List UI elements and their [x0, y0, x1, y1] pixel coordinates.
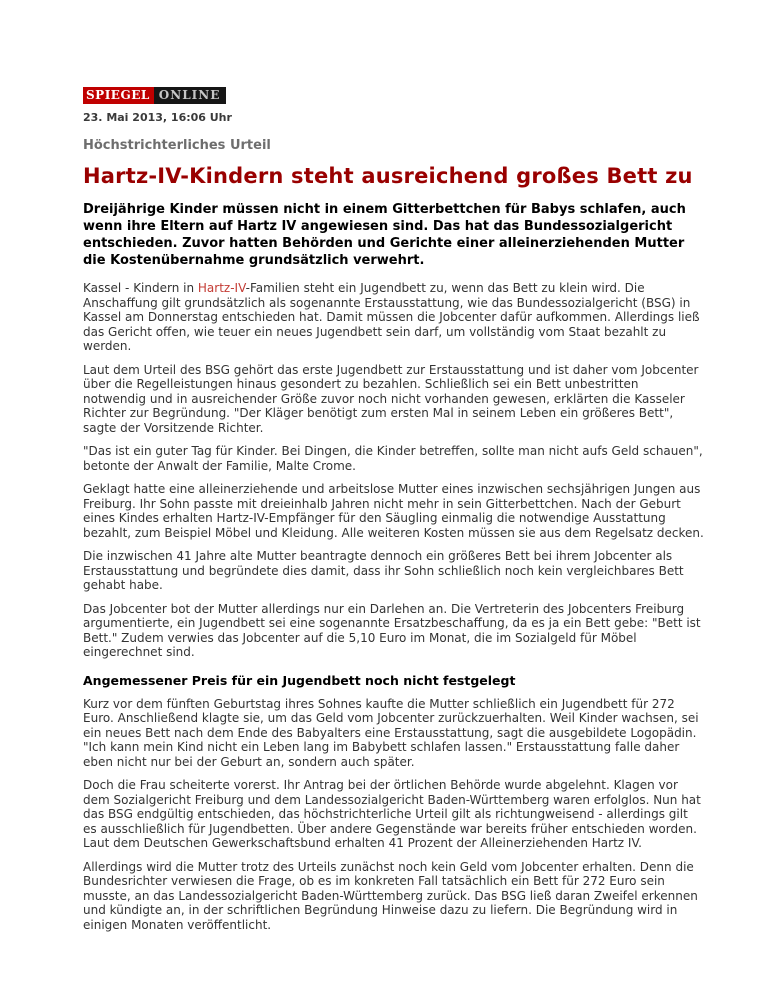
- spiegel-online-logo[interactable]: [83, 87, 226, 104]
- article-page: [83, 0, 705, 932]
- online-logo-wordmark: ONLINE: [154, 87, 227, 104]
- article-subheading: Angemessener Preis für ein Jugendbett noch nicht festgelegt: [83, 672, 516, 688]
- article-paragraph: Die inzwischen 41 Jahre alte Mutter beantragte dennoch ein größeres Bett bei ihrem Jobcenter als Erstausstattung und begründete dies damit, dass ihr Sohn schließlich noch kein vergleichbares Bett gehabt habe.: [83, 549, 684, 592]
- article-paragraph: Geklagt hatte eine alleinerziehende und arbeitslose Mutter eines inzwischen sechsjährigen Jungen aus Freiburg. Ihr Sohn passte mit dreieinhalb Jahren nicht mehr in sein Gitterbettchen. Nach der Geburt eines Kindes erhalten Hartz-IV-Empfänger für den Säugling einmalig die notwendige Ausstattung bezahlt, zum Beispiel Möbel und Kleidung. Alle weiteren Kosten müssen sie aus dem Regelsatz decken.: [83, 482, 704, 540]
- article-paragraph: Allerdings wird die Mutter trotz des Urteils zunächst noch kein Geld vom Jobcenter erhalten. Denn die Bundesrichter verwiesen die Frage, ob es im konkreten Fall tatsächlich ein Bett für 272 Euro sein musste, an das Landessozialgericht Baden-Württemberg zurück. Das BSG ließ daran Zweifel erkennen und kündigte an, in der schriftlichen Begründung Hinweise dazu zu liefern. Die Begründung wird in einigen Monaten veröffentlicht.: [83, 859, 698, 932]
- article-kicker: Höchstrichterliches Urteil: [83, 138, 271, 153]
- article-paragraph: "Das ist ein guter Tag für Kinder. Bei Dingen, die Kinder betreffen, sollte man nicht aufs Geld schauen", betonte der Anwalt der Familie, Malte Crome.: [83, 444, 703, 473]
- article-intro: Dreijährige Kinder müssen nicht in einem Gitterbettchen für Babys schlafen, auch wenn ihre Eltern auf Hartz IV angewiesen sind. Das hat das Bundessozialgericht entschieden. Zuvor hatten Behörden und Gerichte einer alleinerziehenden Mutter die Kostenübernahme grundsätzlich verwehrt.: [83, 202, 686, 268]
- article-paragraph: Kurz vor dem fünften Geburtstag ihres Sohnes kaufte die Mutter schließlich ein Jugendbett für 272 Euro. Anschließend klagte sie, um das Geld vom Jobcenter zurückzuerhalten. Weil Kinder wachsen, sei ein neues Bett nach dem Ende des Babyalters eine Erstausstattung, sagt die ausgebildete Logopädin. "Ich kann mein Kind nicht ein Leben lang im Babybett schlafen lassen." Erstausstattung falle daher eben nicht nur bei der Geburt an, sondern auch später.: [83, 696, 699, 769]
- spiegel-logo-wordmark: SPIEGEL: [83, 87, 154, 104]
- article-paragraph: Laut dem Urteil des BSG gehört das erste Jugendbett zur Erstausstattung und ist daher vom Jobcenter über die Regelleistungen hinaus gesondert zu bezahlen. Schließlich sei ein Bett unbestritten notwendig und in ausreichender Größe zuvor noch nicht vorhanden gewesen, erklärten die Kasseler Richter zur Begründung. "Der Kläger benötigt zum ersten Mal in seinem Leben ein größeres Bett", sagte der Vorsitzende Richter.: [83, 362, 699, 435]
- article-paragraph: Das Jobcenter bot der Mutter allerdings nur ein Darlehen an. Die Vertreterin des Jobcenters Freiburg argumentierte, ein Jugendbett sei eine sogenannte Ersatzbeschaffung, da es ja ein Bett gebe: "Bett ist Bett." Zudem verwies das Jobcenter auf die 5,10 Euro im Monat, die im Sozialgeld für Möbel eingerechnet sind.: [83, 601, 701, 659]
- hartz-iv-link[interactable]: Hartz-IV: [197, 281, 246, 295]
- article-date: 23. Mai 2013, 16:06 Uhr: [83, 111, 232, 124]
- paragraph-text: -Familien steht ein Jugendbett zu, wenn das Bett zu klein wird. Die Anschaffung gilt grundsätzlich als sogenannte Erstausstattung, wie das Bundessozialgericht (BSG) in Kassel am Donnerstag entschieden hat. Damit müssen die Jobcenter dafür aufkommen. Allerdings ließ das Gericht offen, wie teuer ein neues Jugendbett sein darf, um vollständig vom Staat bezahlt zu werden.: [83, 281, 700, 353]
- article-headline: Hartz-IV-Kindern steht ausreichend großes Bett zu: [83, 164, 693, 188]
- article-paragraph-kassel: [83, 281, 705, 354]
- article-paragraph: Doch die Frau scheiterte vorerst. Ihr Antrag bei der örtlichen Behörde wurde abgelehnt. Klagen vor dem Sozialgericht Freiburg und dem Landessozialgericht Baden-Württemberg waren erfolglos. Nun hat das BSG endgültig entschieden, das höchstrichterliche Urteil gilt als richtungweisend - allerdings gilt es ausschließlich für Jugendbetten. Über andere Gegenstände war bereits früher entschieden worden. Laut dem Deutschen Gewerkschaftsbund erhalten 41 Prozent der Alleinerziehenden Hartz IV.: [83, 778, 701, 850]
- paragraph-text: Kassel - Kindern in: [83, 281, 198, 295]
